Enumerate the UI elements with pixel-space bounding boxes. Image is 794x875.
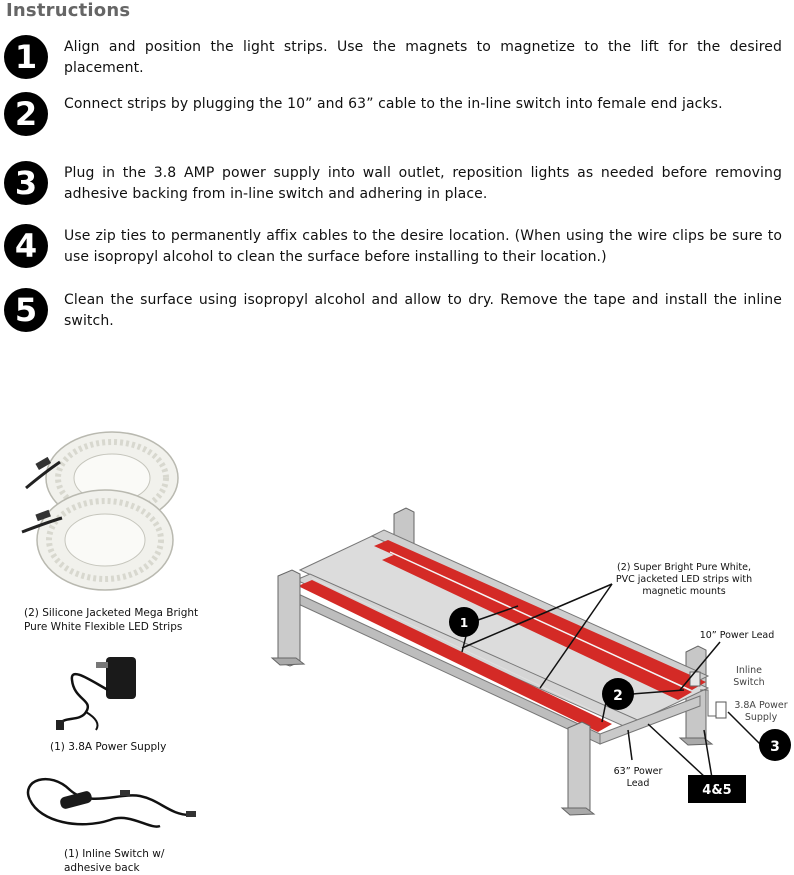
ten-inch-lead-label: 10” Power Lead (699, 630, 775, 641)
step-number: 5 (4, 288, 48, 332)
strips-caption-line: (2) Silicone Jacketed Mega Bright (24, 607, 199, 619)
power-supply-label-line: Supply (744, 712, 778, 723)
step-number: 4 (4, 224, 48, 268)
inline-switch-caption (64, 847, 164, 875)
step-text: Plug in the 3.8 AMP power supply into wall outlet, reposition lights as needed before removing adhesive backing from in-line switch and adhering in place. (64, 165, 782, 202)
power-supply-label-line: 3.8A Power (734, 700, 788, 711)
strips-caption-line: Pure White Flexible LED Strips (24, 621, 183, 633)
step-text: Use zip ties to permanently affix cables to the desire location. (When using the wire clips be sure to use isopropyl alcohol to clean the surface before installing to their location.) (64, 228, 782, 265)
strips-caption (24, 606, 198, 634)
power-supply-caption: (1) 3.8A Power Supply (50, 741, 167, 753)
step-number: 3 (4, 161, 48, 205)
led-strips-label (596, 562, 772, 598)
callout-45-label: 4&5 (702, 783, 732, 798)
inline-switch-label (724, 665, 774, 689)
switch-caption-line: adhesive back (64, 862, 140, 874)
step-text: Clean the surface using isopropyl alcohol and allow to dry. Remove the tape and install the inline switch. (64, 292, 782, 329)
inline-switch-label-line: Switch (733, 677, 765, 688)
led-strips-label-line: (2) Super Bright Pure White, (617, 562, 751, 573)
step-text: Align and position the light strips. Use the magnets to magnetize to the lift for the desired placement. (64, 39, 782, 76)
inline-switch-icon (28, 779, 196, 826)
lead63-label-line: Lead (626, 778, 650, 789)
lead63-label-line: 63” Power (613, 766, 663, 777)
callout-2-label: 2 (613, 688, 623, 704)
callout-1-label: 1 (459, 616, 469, 630)
step-number: 1 (4, 35, 48, 79)
page-title: Instructions (6, 0, 131, 21)
step-text: Connect strips by plugging the 10” and 63” cable to the in-line switch into female end jacks. (64, 96, 723, 112)
led-strip-reel-icon (22, 432, 178, 590)
callout-3-label: 3 (770, 739, 780, 755)
car-lift-diagram (272, 508, 791, 815)
inline-switch-label-line: Inline (736, 665, 762, 676)
switch-caption-line: (1) Inline Switch w/ (64, 848, 165, 860)
led-strips-label-line: PVC jacketed LED strips with (615, 574, 753, 585)
power-supply-icon (56, 657, 136, 730)
power-supply-label (730, 700, 792, 724)
step-number: 2 (4, 92, 48, 136)
sixty-three-inch-lead-label (606, 766, 670, 790)
led-strips-label-line: magnetic mounts (642, 586, 726, 597)
